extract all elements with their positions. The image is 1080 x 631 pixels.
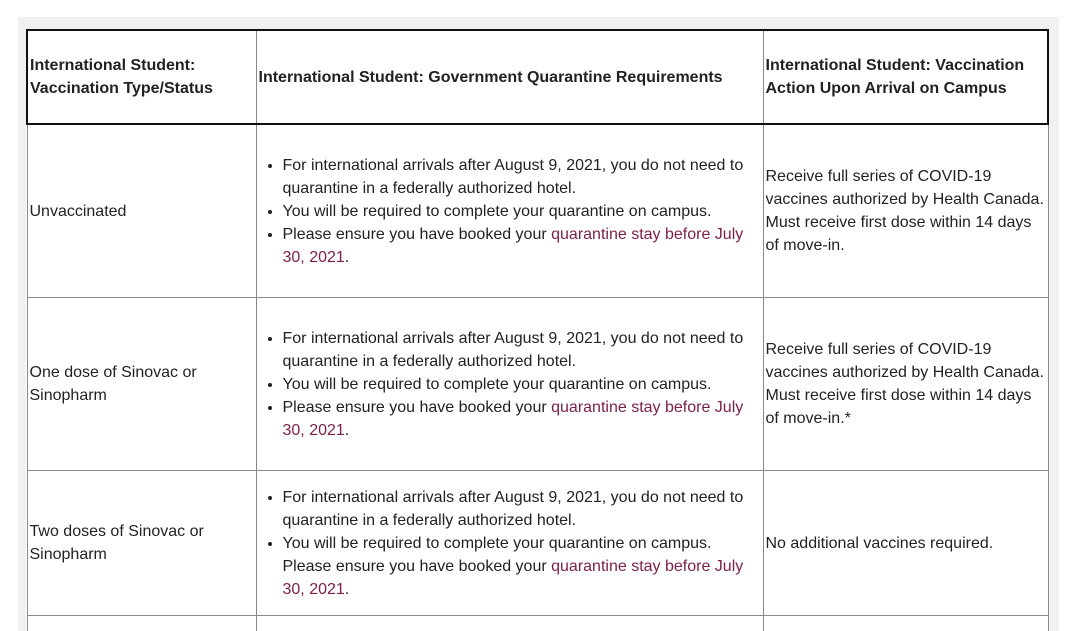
vaccination-table [26, 29, 1049, 631]
requirement-item: • You will be required to complete your quarantine on campus. [283, 200, 761, 223]
requirement-item [283, 223, 761, 269]
action-cell: Receive full series of COVID-19 vaccines authorized by Health Canada. Must receive first dose within 14 days of move-in.* [763, 298, 1048, 471]
requirements-list [259, 327, 761, 442]
header-vaccination-action: International Student: Vaccination Action Upon Arrival on Campus [763, 30, 1048, 124]
quarantine-stay-link[interactable]: quarantine stay before July 30, 2021 [282, 557, 744, 598]
page-frame [18, 17, 1059, 631]
requirement-item: • For international arrivals after August 9, 2021, you do not need to quarantine in a federally authorized hotel. [283, 154, 761, 200]
requirements-cell [256, 124, 763, 298]
header-vaccination-status: International Student: Vaccination Type/Status [27, 30, 256, 124]
requirements-cell [256, 471, 763, 616]
table-row [27, 124, 1048, 298]
status-cell: Two doses of Sinovac or Sinopharm [27, 471, 256, 616]
table-header-row [27, 30, 1048, 124]
requirement-item [283, 396, 761, 442]
requirements-cell [256, 616, 763, 631]
requirement-item: • For international arrivals after August 9, 2021, you do not need to quarantine in a federally authorized hotel. [283, 486, 761, 532]
requirement-text: . [344, 580, 350, 598]
quarantine-stay-link[interactable]: quarantine stay before July 30, 2021 [282, 225, 744, 266]
requirement-item [283, 532, 761, 601]
requirement-text: Please ensure you have booked your [282, 398, 552, 416]
status-cell: Unvaccinated [27, 124, 256, 298]
requirements-list [259, 154, 761, 269]
table-row [27, 298, 1048, 471]
table-row [27, 616, 1048, 631]
table-row [27, 471, 1048, 616]
status-cell [27, 616, 256, 631]
quarantine-stay-link[interactable]: quarantine stay before July 30, 2021 [282, 398, 744, 439]
requirement-item: • You will be required to complete your quarantine on campus. [283, 373, 761, 396]
requirement-text: . [344, 248, 350, 266]
action-cell: No additional vaccines required. [763, 471, 1048, 616]
requirements-list [259, 486, 761, 601]
requirement-text: You will be required to complete your quarantine on campus. Please ensure you have booked your [282, 534, 712, 575]
status-cell: One dose of Sinovac or Sinopharm [27, 298, 256, 471]
action-cell [763, 616, 1048, 631]
requirement-text: . [344, 421, 350, 439]
header-quarantine-requirements: International Student: Government Quarantine Requirements [256, 30, 763, 124]
action-cell: Receive full series of COVID-19 vaccines authorized by Health Canada. Must receive first dose within 14 days of move-in. [763, 124, 1048, 298]
requirement-text: Please ensure you have booked your [282, 225, 552, 243]
requirements-cell [256, 298, 763, 471]
requirement-item: • For international arrivals after August 9, 2021, you do not need to quarantine in a federally authorized hotel. [283, 327, 761, 373]
